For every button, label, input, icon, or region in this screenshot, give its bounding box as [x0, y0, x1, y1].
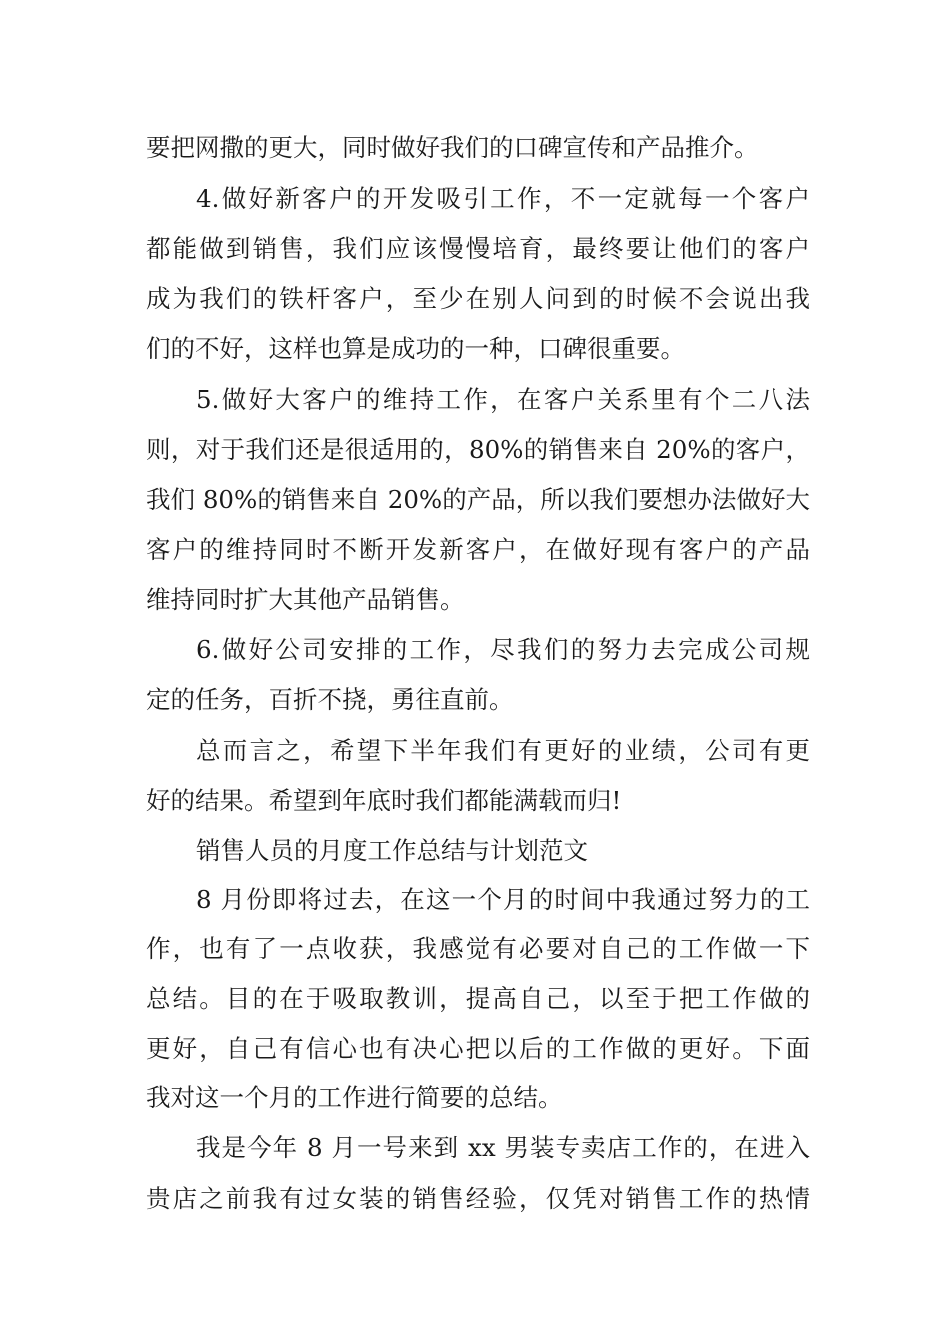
- text-line: 我对这一个月的工作进行简要的总结。: [146, 1083, 563, 1112]
- text-line: 成为我们的铁杆客户，至少在别人问到的时候不会说出我: [146, 284, 810, 313]
- text-line: 们的不好，这样也算是成功的一种，口碑很重要。: [146, 334, 685, 363]
- text-line: 4.做好新客户的开发吸引工作，不一定就每一个客户: [196, 184, 810, 213]
- text-line: 我是今年 8 月一号来到 xx 男装专卖店工作的，在进入: [196, 1133, 810, 1162]
- section-heading: 销售人员的月度工作总结与计划范文: [196, 836, 588, 865]
- text-line: 定的任务，百折不挠，勇往直前。: [146, 685, 514, 714]
- text-line: 维持同时扩大其他产品销售。: [146, 585, 465, 614]
- text-line: 都能做到销售，我们应该慢慢培育，最终要让他们的客户: [146, 234, 810, 263]
- text-line: 更好，自己有信心也有决心把以后的工作做的更好。下面: [146, 1034, 810, 1063]
- text-line: 贵店之前我有过女装的销售经验，仅凭对销售工作的热情: [146, 1184, 810, 1213]
- text-line: 作，也有了一点收获，我感觉有必要对自己的工作做一下: [146, 934, 810, 963]
- text-line: 总结。目的在于吸取教训，提高自己，以至于把工作做的: [146, 984, 810, 1013]
- text-line: 要把网撒的更大，同时做好我们的口碑宣传和产品推介。: [146, 133, 759, 162]
- text-line: 好的结果。希望到年底时我们都能满载而归!: [146, 786, 622, 815]
- text-line: 5.做好大客户的维持工作，在客户关系里有个二八法: [196, 385, 810, 414]
- text-line: 客户的维持同时不断开发新客户，在做好现有客户的产品: [146, 535, 810, 564]
- text-line: 我们 80%的销售来自 20%的产品，所以我们要想办法做好大: [146, 485, 810, 514]
- text-line: 6.做好公司安排的工作，尽我们的努力去完成公司规: [196, 635, 810, 664]
- text-line: 总而言之，希望下半年我们有更好的业绩，公司有更: [196, 736, 810, 765]
- text-line: 8 月份即将过去，在这一个月的时间中我通过努力的工: [196, 885, 810, 914]
- text-line: 则，对于我们还是很适用的，80%的销售来自 20%的客户，: [146, 435, 810, 464]
